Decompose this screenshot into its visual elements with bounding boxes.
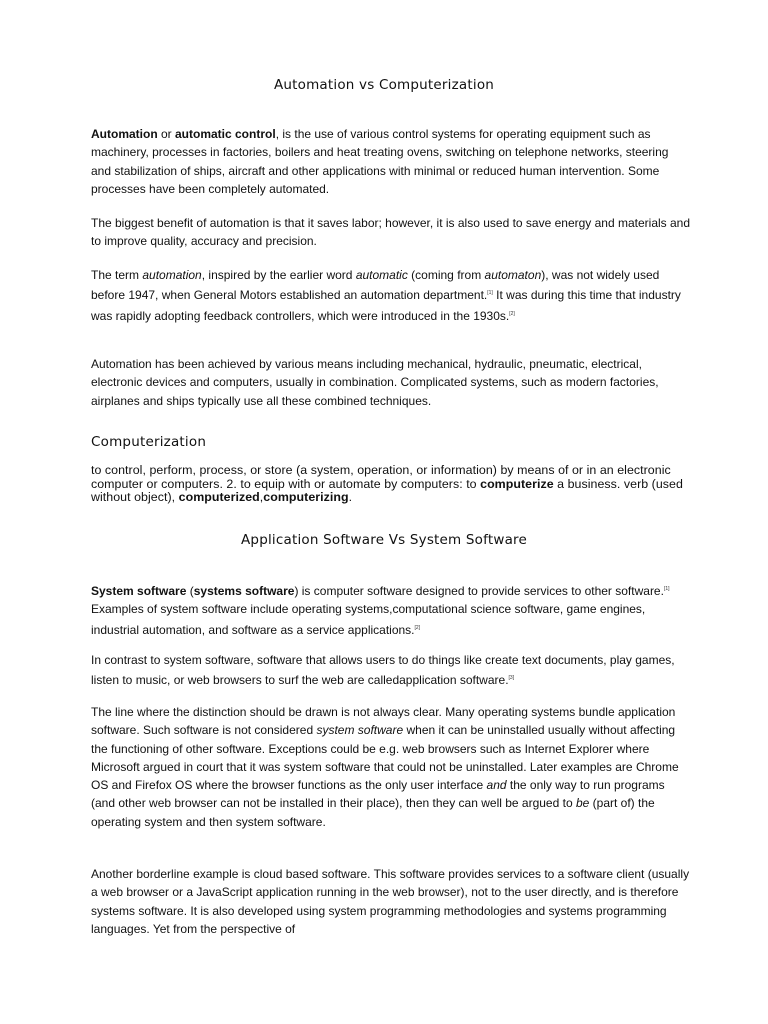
text-run: computerizing — [263, 490, 349, 505]
citation-ref: [2] — [509, 310, 515, 317]
text-run: In contrast to system software, software that allows users to do things like create text documents, play games, listen to music, or web browsers to surf the web are calledapplication software. — [91, 653, 675, 688]
text-run: automatic control — [175, 127, 276, 141]
paragraph — [91, 865, 691, 938]
text-run: Automation has been achieved by various means including mechanical, hydraulic, pneumatic, electrical, electronic devices and computers, usually in combination. Complicated systems, such as modern factories, airplanes and ships typically use all these combined techniques. — [91, 357, 659, 408]
text-run: , — [259, 490, 264, 505]
citation-ref: [3] — [508, 675, 515, 682]
citation-ref: [2] — [414, 624, 421, 631]
text-run: (coming from — [407, 268, 485, 282]
text-run: be — [575, 796, 590, 811]
text-run: or — [157, 127, 175, 141]
section-title: Application Software Vs System Software — [240, 532, 528, 548]
paragraph — [91, 355, 691, 410]
text-run: computerized — [178, 490, 260, 505]
paragraph — [91, 703, 691, 831]
paragraph — [91, 125, 691, 198]
text-run: automation — [142, 268, 202, 282]
text-run: automatic — [355, 268, 408, 282]
paragraph — [91, 580, 691, 639]
text-run: when it can be uninstalled usually without affecting the functioning of other software. Exceptions could be e.g. web browsers such as Internet Explorer where Microsoft argued in court that it was system software that could not be uninstalled. Later examples are Chrome OS and Firefox OS where the browser functions as the only user interface — [91, 723, 679, 793]
text-run: The line where the distinction should be drawn is not always clear. Many operating systems bundle application software. Such software is not considered — [91, 705, 676, 738]
page-title: Automation vs Computerization — [273, 77, 495, 93]
text-run: The term — [91, 268, 143, 282]
text-run: (part of) the operating system and then system software. — [91, 796, 655, 829]
text-run: the only way to run programs (and other web browser can not be installed in their place), then they can well be argued to — [91, 778, 665, 811]
text-run: computerize — [480, 476, 554, 491]
text-run: System software — [91, 584, 187, 598]
text-run: , inspired by the earlier word — [201, 268, 356, 282]
text-run: Automation — [91, 127, 158, 141]
text-run: automaton — [484, 268, 542, 282]
text-run: Examples of system software include operating systems,computational science software, game engines, industrial automation, and software as a service applications. — [91, 602, 646, 637]
text-run: and — [486, 778, 507, 793]
paragraph — [91, 651, 691, 690]
text-run: Another borderline example is cloud based software. This software provides services to a software client (usually a web browser or a JavaScript application running in the web browser), not to the user directly, and is therefore systems software. It is also developed using system programming methodologies and systems programming languages. Yet from the perspective of — [91, 867, 690, 936]
text-run: ) is computer software designed to provide services to other software. — [294, 584, 664, 598]
paragraph — [91, 214, 691, 251]
text-run: ), was not widely used before 1947, when General Motors established an automation department. — [91, 268, 660, 303]
citation-ref: [1] — [663, 586, 670, 592]
text-run: to control, perform, process, or store (a system, operation, or information) by means of or in an electronic computer or computers. 2. to equip with or automate by computers: to — [91, 463, 671, 491]
section-heading: Computerization — [91, 434, 207, 450]
text-run: systems software — [193, 584, 295, 598]
paragraph — [91, 464, 693, 505]
text-run: The biggest benefit of automation is that it saves labor; however, it is also used to save energy and materials and to improve quality, accuracy and precision. — [91, 216, 691, 249]
text-run: system software — [316, 723, 404, 738]
text-run: . — [348, 490, 353, 505]
text-run: , is the use of various control systems for operating equipment such as machinery, processes in factories, boilers and heat treating ovens, switching on telephone networks, steering and stabilization of ships, aircraft and other applications with minimal or reduced human intervention. Some processes have been completely automated. — [91, 127, 669, 196]
paragraph — [91, 266, 691, 325]
citation-ref: [1] — [487, 290, 493, 297]
text-run: It was during this time that industry was rapidly adopting feedback controllers, which were introduced in the 1930s. — [91, 288, 681, 323]
text-run: ( — [186, 584, 194, 598]
text-run: a business. verb (used without object), — [91, 476, 683, 505]
